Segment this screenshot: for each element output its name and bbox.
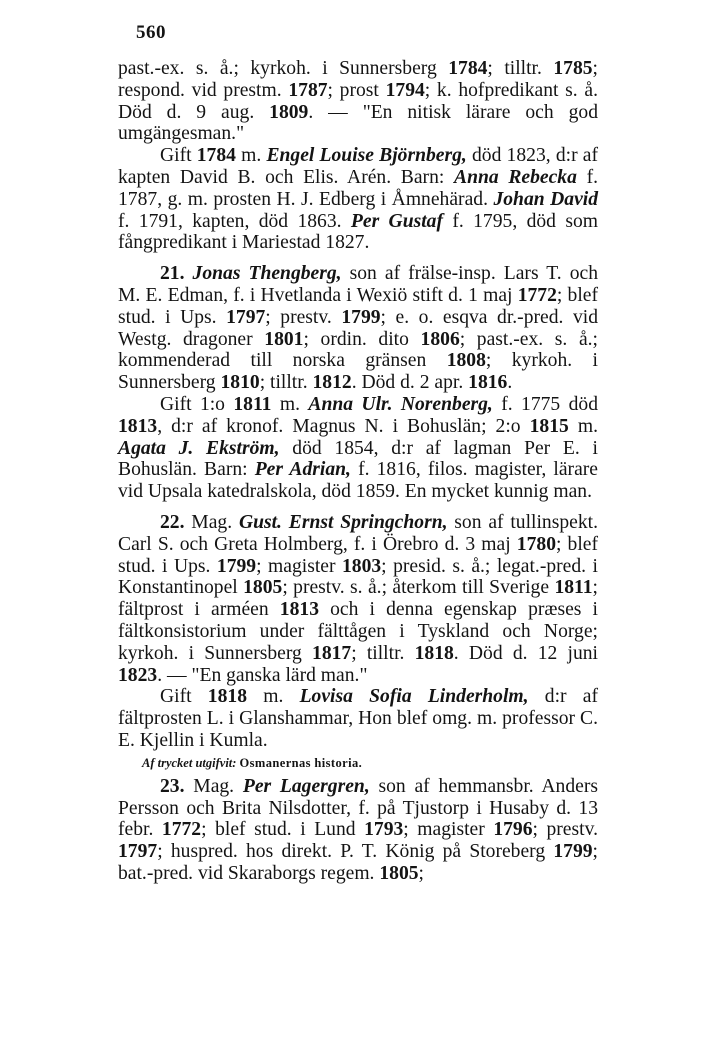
person-name: Per Lagergren, [242, 775, 370, 797]
entry-22-marriage: Gift 1818 m. Lovisa Sofia Linderholm, d:r af fältprosten L. i Glanshammar, Hon blef omg. m. professor C. E. Kjellin i Kumla. [118, 686, 598, 751]
person-name: Jonas Thengberg, [192, 263, 342, 285]
entry-22-footnote: Af trycket utgifvit: Osmanernas historia. [142, 755, 363, 770]
entry-21: 21. Jonas Thengberg, son af frälse-insp. Lars T. och M. E. Edman, f. i Hvetlanda i Wexiö stift d. 1 maj 1772; blef stud. i Ups. 1797; prestv. 1799; e. o. esqva dr.-pred. vid Westg. dragoner 1801; ordin. dito 1806; past.-ex. s. å.; kommenderad till norska gränsen 1808; kyrkoh. i Sunnersberg 1810; tilltr. 1812. Död d. 2 apr. 1816. [118, 263, 599, 394]
entry-23: 23. Mag. Per Lagergren, son af hemmansbr. Anders Persson och Brita Nilsdotter, f. på Tjustorp i Husaby d. 13 febr. 1772; blef stud. i Lund 1793; magister 1796; prestv. 1797; huspred. hos direkt. P. T. König på Storeberg 1799; bat.-pred. vid Skaraborgs regem. 1805; [118, 775, 598, 884]
entry-number: 22. [160, 511, 185, 533]
entry-number: 23. [160, 775, 185, 797]
page-body [118, 58, 598, 885]
person-name: Gust. Ernst Springchorn, [238, 511, 448, 533]
entry-20-continuation: past.-ex. s. å.; kyrkoh. i Sunnersberg 1784; tilltr. 1785; respond. vid prestm. 1787; prost 1794; k. hofpredikant s. å. Död d. 9 aug. 1809. — "En nitisk lärare och god umgängesman." [118, 58, 598, 145]
entry-number: 21. [160, 263, 185, 285]
entry-21-marriage: Gift 1:o 1811 m. Anna Ulr. Norenberg, f. 1775 död 1813, d:r af kronof. Magnus N. i Bohuslän; 2:o 1815 m. Agata J. Ekström, död 1854, d:r af lagman Per E. i Bohuslän. Barn: Per Adrian, f. 1816, filos. magister, lärare vid Upsala katedralskola, död 1859. En mycket kunnig man. [118, 393, 599, 503]
entry-20-marriage: Gift 1784 m. Engel Louise Björnberg, död 1823, d:r af kapten David B. och Elis. Arén. Barn: Anna Rebecka f. 1787, g. m. prosten H. J. Edberg i Åmnehärad. Johan David f. 1791, kapten, död 1863. Per Gustaf f. 1795, död som fångpredikant i Mariestad 1827. [118, 145, 599, 254]
entry-22: 22. Mag. Gust. Ernst Springchorn, son af tullinspekt. Carl S. och Greta Holmberg, f. i Örebro d. 3 maj 1780; blef stud. i Ups. 1799; magister 1803; presid. s. å.; legat.-pred. i Konstantinopel 1805; prestv. s. å.; återkom till Sverige 1811; fältprost i arméen 1813 och i denna egenskap præses i fältkonsistorium under fälttågen i Tyskland och Norge; kyrkoh. i Sunnersberg 1817; tilltr. 1818. Död d. 12 juni 1823. — "En ganska lärd man." [118, 511, 599, 686]
page-number: 560 [136, 22, 166, 43]
